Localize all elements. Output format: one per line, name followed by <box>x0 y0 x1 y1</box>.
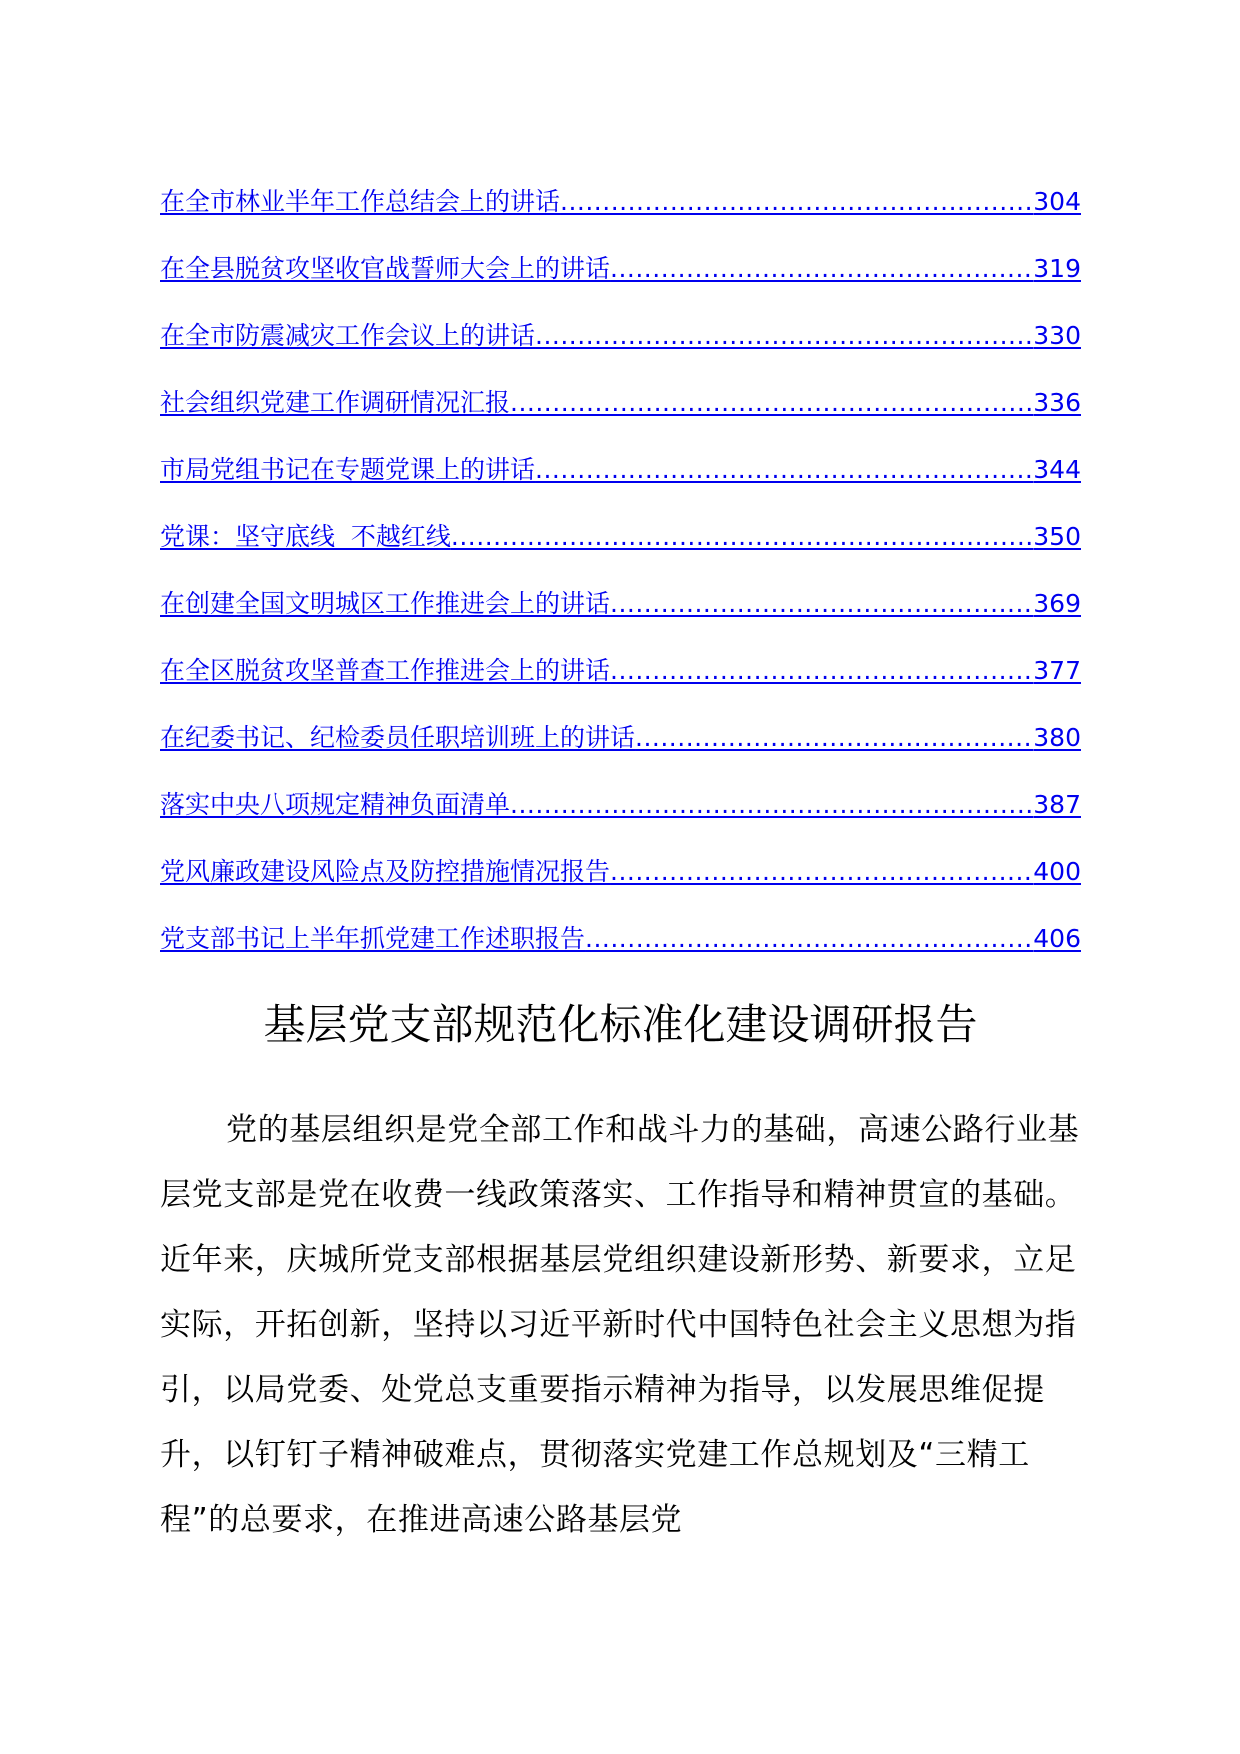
toc-link[interactable] <box>160 450 1081 517</box>
toc-page-number: 377 <box>1033 656 1081 685</box>
toc-link[interactable] <box>160 718 1081 785</box>
toc-leader-dots <box>535 316 1033 356</box>
toc-entry-title: 在全县脱贫攻坚收官战誓师大会上的讲话 <box>160 254 611 283</box>
toc-leader-dots <box>610 249 1033 289</box>
toc-page-number: 319 <box>1033 254 1081 283</box>
toc-page-number: 400 <box>1033 857 1081 886</box>
toc-entry-title: 在创建全国文明城区工作推进会上的讲话 <box>160 589 611 618</box>
toc-leader-dots <box>451 517 1033 557</box>
toc-page-number: 344 <box>1033 455 1081 484</box>
toc-entry-title: 党支部书记上半年抓党建工作述职报告 <box>160 924 586 953</box>
toc-link[interactable] <box>160 584 1081 651</box>
toc-leader-dots <box>610 852 1033 892</box>
toc-entry-title: 落实中央八项规定精神负面清单 <box>160 790 511 819</box>
toc-leader-dots <box>535 450 1033 490</box>
toc-link[interactable] <box>160 182 1081 249</box>
toc-page-number: 304 <box>1033 187 1081 216</box>
toc-link[interactable] <box>160 785 1081 852</box>
toc-link[interactable] <box>160 852 1081 919</box>
toc-link[interactable] <box>160 651 1081 718</box>
toc-leader-dots <box>510 785 1033 825</box>
toc-link[interactable] <box>160 316 1081 383</box>
toc-leader-dots <box>585 919 1033 959</box>
toc-entry-title: 党风廉政建设风险点及防控措施情况报告 <box>160 857 611 886</box>
toc-page-number: 330 <box>1033 321 1081 350</box>
toc-page-number: 350 <box>1033 522 1081 551</box>
toc-entry-title: 在全市林业半年工作总结会上的讲话 <box>160 187 561 216</box>
toc-leader-dots <box>610 584 1033 624</box>
toc-entry-title: 在全市防震减灾工作会议上的讲话 <box>160 321 536 350</box>
table-of-contents <box>160 182 1081 986</box>
toc-entry-title: 市局党组书记在专题党课上的讲话 <box>160 455 536 484</box>
toc-page-number: 387 <box>1033 790 1081 819</box>
toc-leader-dots <box>510 383 1033 423</box>
document-title: 基层党支部规范化标准化建设调研报告 <box>263 1000 978 1049</box>
toc-page-number: 336 <box>1033 388 1081 417</box>
toc-leader-dots <box>560 182 1033 222</box>
toc-entry-title: 社会组织党建工作调研情况汇报 <box>160 388 511 417</box>
toc-page-number: 380 <box>1033 723 1081 752</box>
toc-leader-dots <box>610 651 1033 691</box>
toc-leader-dots <box>635 718 1033 758</box>
toc-entry-title: 党课：坚守底线 不越红线 <box>160 522 451 551</box>
toc-link[interactable] <box>160 919 1081 986</box>
toc-link[interactable] <box>160 383 1081 450</box>
toc-link[interactable] <box>160 249 1081 316</box>
toc-entry-title: 在纪委书记、纪检委员任职培训班上的讲话 <box>160 723 636 752</box>
toc-page-number: 369 <box>1033 589 1081 618</box>
toc-link[interactable] <box>160 517 1081 584</box>
toc-entry-title: 在全区脱贫攻坚普查工作推进会上的讲话 <box>160 656 611 685</box>
body-paragraph: 党的基层组织是党全部工作和战斗力的基础，高速公路行业基层党支部是党在收费一线政策落实、工作指导和精神贯宣的基础。近年来，庆城所党支部根据基层党组织建设新形势、新要求，立足实际，开拓创新，坚持以习近平新时代中国特色社会主义思想为指引，以局党委、处党总支重要指示精神为指导，以发展思维促提升，以钉钉子精神破难点，贯彻落实党建工作总规划及“三精工程”的总要求，在推进高速公路基层党 <box>160 1112 1080 1538</box>
toc-page-number: 406 <box>1033 924 1081 953</box>
